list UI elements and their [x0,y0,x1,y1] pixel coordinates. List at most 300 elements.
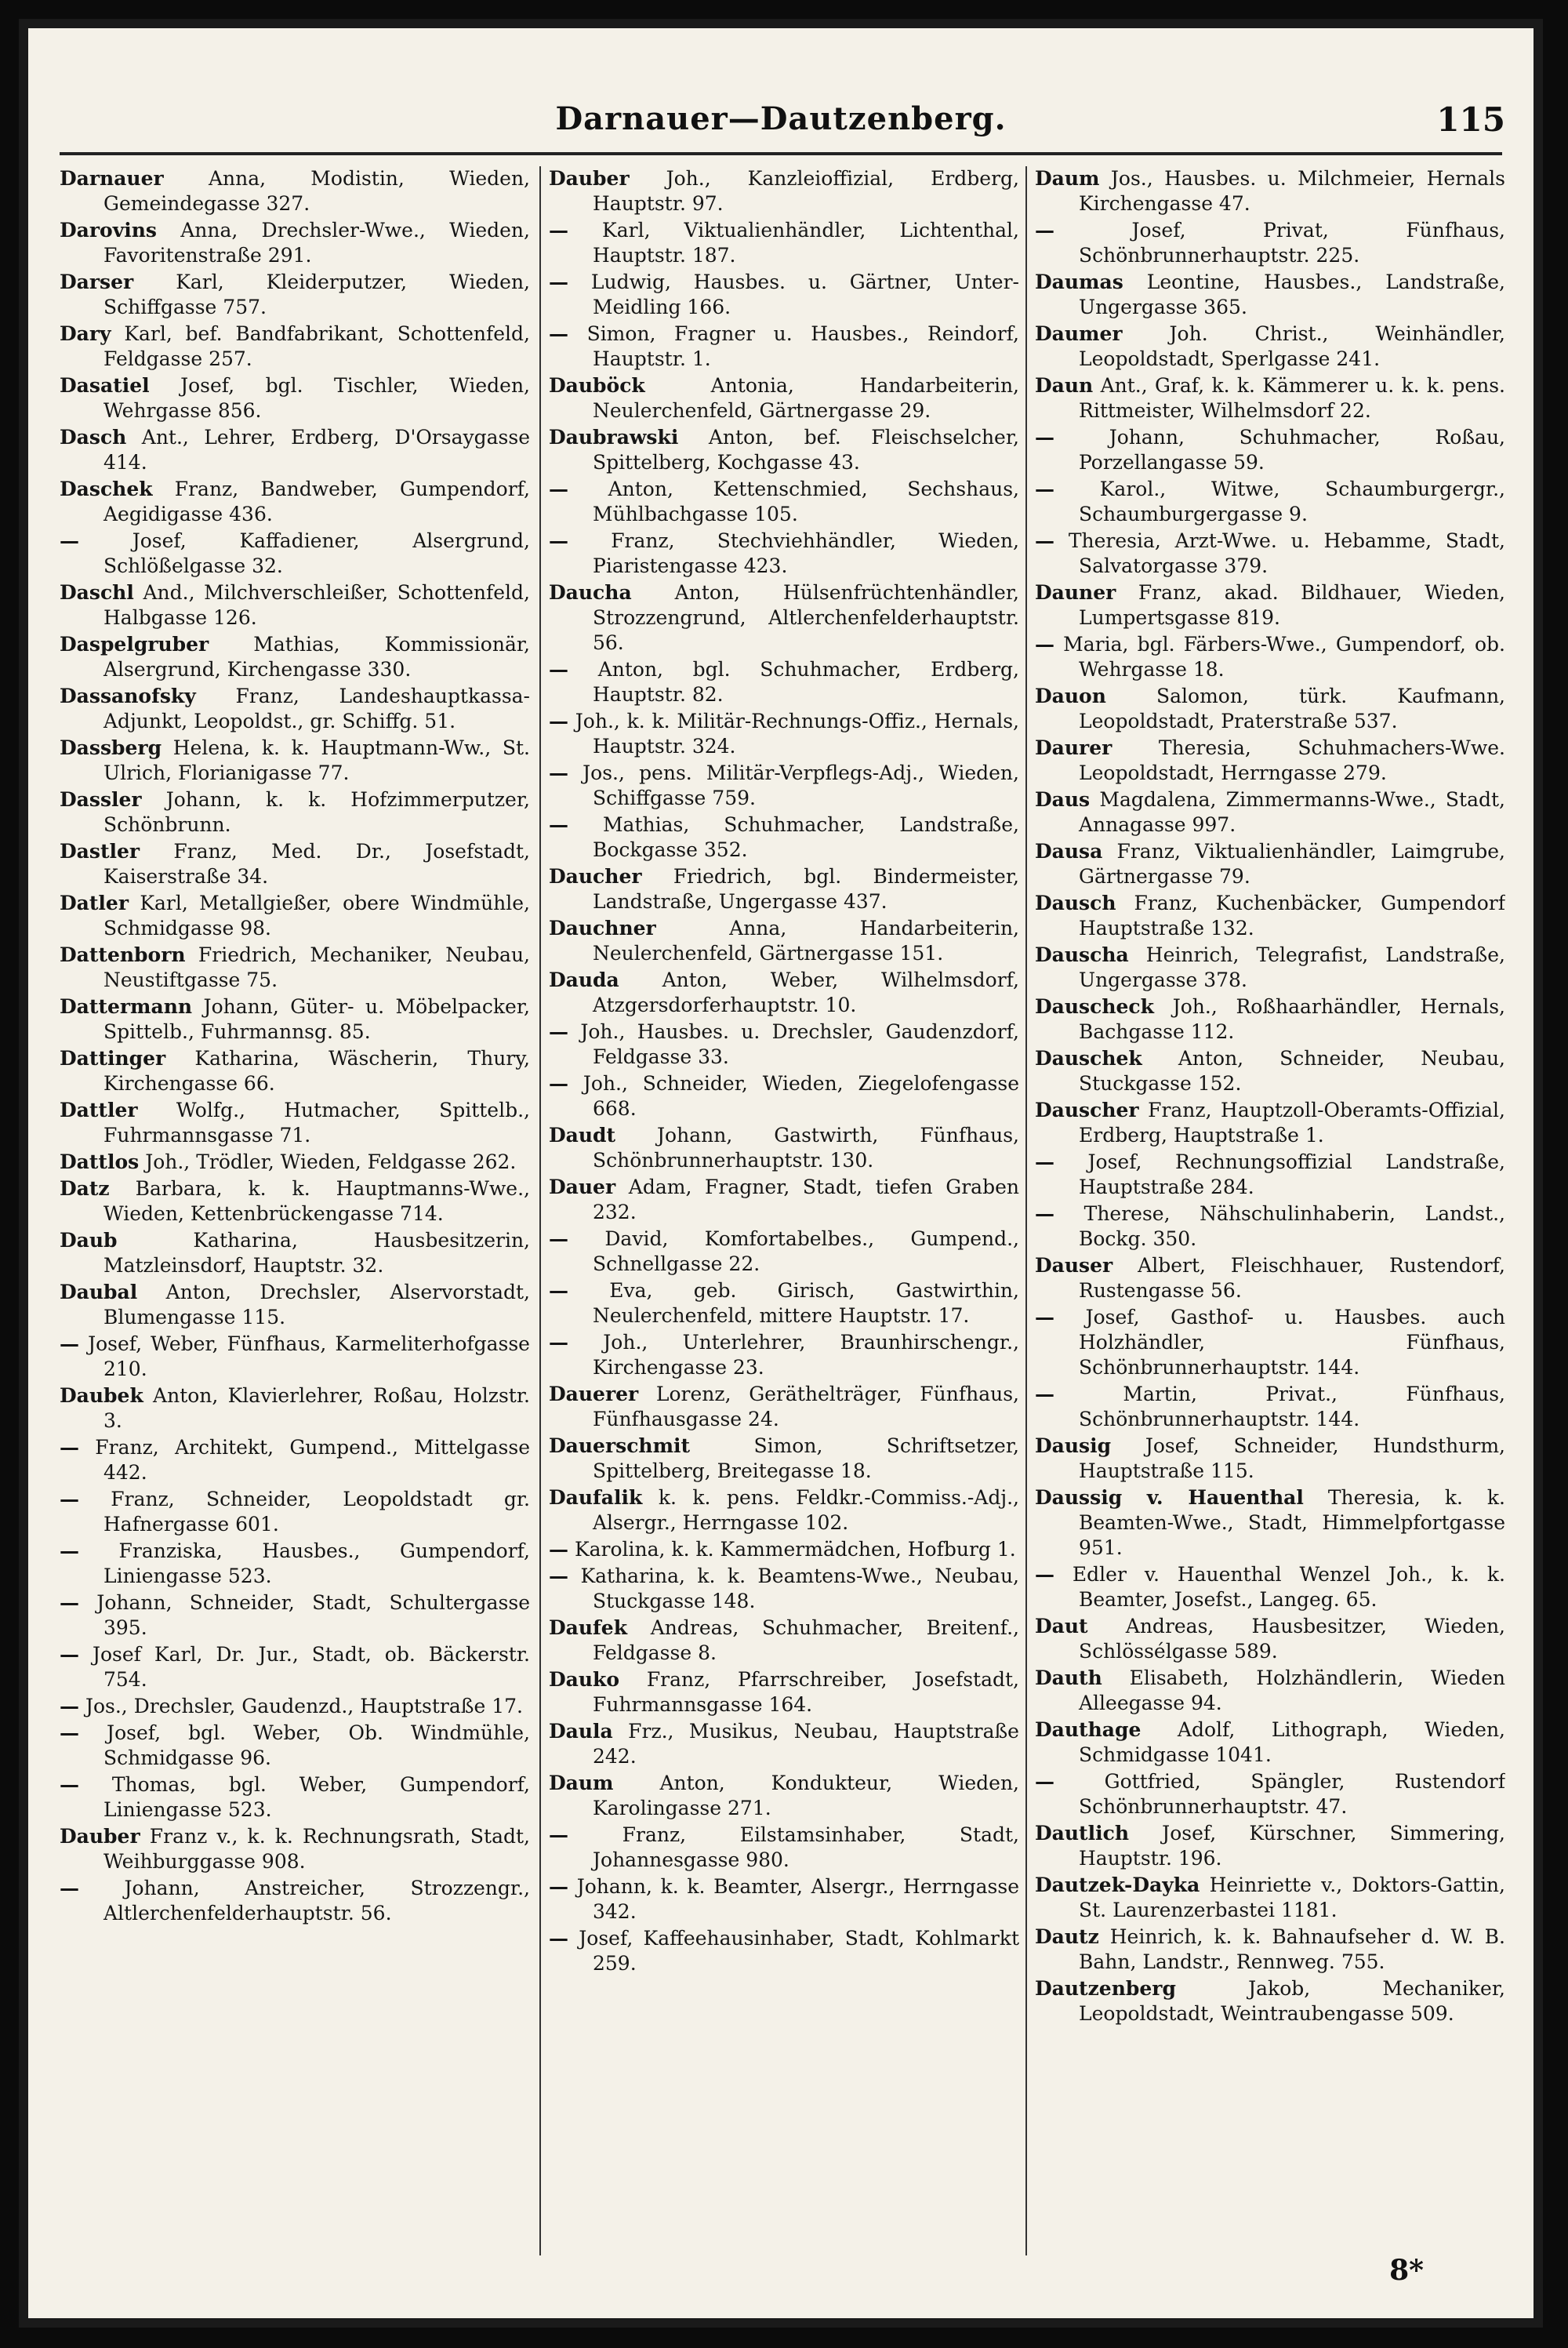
directory-entry [1035,1434,1505,1484]
directory-entry [1035,1925,1505,1975]
entry-details: Joh. Christ., Weinhändler, Leopoldstadt, Sperlgasse 241. [1079,322,1505,370]
directory-entry [1035,1305,1505,1380]
entry-surname: — [549,1823,568,1846]
entry-details: Leontine, Hausbes., Landstraße, Ungergasse 365. [1079,271,1505,318]
entry-surname: — [1035,1306,1054,1328]
directory-entry [549,1771,1019,1821]
entry-details: Josef, Kürschner, Simmering, Hauptstr. 196. [1079,1822,1505,1870]
entry-details: Eva, geb. Girisch, Gastwirthin, Neulerchenfeld, mittere Hauptstr. 17. [593,1279,1019,1327]
directory-entry [1035,1821,1505,1871]
directory-entry [549,812,1019,863]
entry-details: Franz v., k. k. Rechnungsrath, Stadt, Weihburggasse 908. [103,1825,530,1873]
directory-entry [1035,1098,1505,1148]
entry-surname: — [549,1565,568,1587]
directory-entry [1035,1717,1505,1768]
column-2 [549,166,1019,2271]
directory-entry [1035,166,1505,216]
entry-details: Franz, akad. Bildhauer, Wieden, Lumpertsgasse 819. [1079,581,1505,629]
entry-surname: Dauscha [1035,943,1129,966]
entry-surname: Dasatiel [60,374,150,397]
directory-entry [549,709,1019,759]
directory-entry [60,1176,530,1227]
entry-surname: — [1035,1563,1054,1586]
entry-details: Adolf, Lithograph, Wieden, Schmidgasse 1041. [1079,1718,1505,1766]
entry-details: Theresia, Schuhmachers-Wwe. Leopoldstadt, Herrngasse 279. [1079,736,1505,784]
entry-details: Joh., Hausbes. u. Drechsler, Gaudenzdorf, Feldgasse 33. [580,1020,1019,1068]
entry-surname: Daufalik [549,1486,643,1509]
entry-surname: Dauber [549,167,630,190]
entry-details: Johann, k. k. Hofzimmerputzer, Schönbrunn. [103,788,530,836]
directory-entry [1035,891,1505,941]
directory-entry [1035,1201,1505,1252]
entry-details: Jos., Hausbes. u. Milchmeier, Hernals Kirchengasse 47. [1079,167,1505,215]
entry-details: Franz, Schneider, Leopoldstadt gr. Hafnergasse 601. [103,1488,530,1536]
entry-details: Helena, k. k. Hauptmann-Ww., St. Ulrich, Florianigasse 77. [103,736,530,784]
entry-details: Theresia, k. k. Beamten-Wwe., Stadt, Himmelpfortgasse 951. [1079,1486,1505,1559]
directory-entry [549,1382,1019,1432]
entry-surname: Dausig [1035,1434,1112,1457]
entry-details: Franz, Stechviehhändler, Wieden, Piaristengasse 423. [593,529,1019,577]
directory-entry [549,761,1019,811]
entry-details: Martin, Privat., Fünfhaus, Schönbrunnerhauptstr. 144. [1079,1383,1505,1430]
entry-surname: — [60,1721,79,1744]
entry-details: And., Milchverschleißer, Schottenfeld, Halbgasse 126. [103,581,530,629]
directory-entry [60,994,530,1045]
directory-entry [1035,373,1505,423]
entry-surname: Dauerschmit [549,1434,691,1457]
entry-surname: Darser [60,271,134,293]
entry-details: Josef, bgl. Weber, Ob. Windmühle, Schmidgasse 96. [103,1721,530,1769]
directory-entry [549,1278,1019,1328]
directory-entry [1035,1253,1505,1303]
entry-surname: Dattinger [60,1047,166,1070]
entry-surname: — [60,1643,79,1666]
directory-entry [549,1330,1019,1380]
entry-details: Elisabeth, Holzhändlerin, Wieden Alleegasse 94. [1079,1666,1505,1714]
directory-entry [549,270,1019,320]
directory-entry [60,943,530,993]
entry-surname: — [549,761,568,784]
entry-details: Adam, Fragner, Stadt, tiefen Graben 232. [593,1176,1019,1223]
entry-details: Simon, Schriftsetzer, Spittelberg, Breitegasse 18. [593,1434,1019,1482]
entry-details: Mathias, Schuhmacher, Landstraße, Bockgasse 352. [593,813,1019,861]
directory-entry [60,477,530,527]
entry-details: Jakob, Mechaniker, Leopoldstadt, Weintraubengasse 509. [1079,1977,1505,2025]
entry-details: Franz, Viktualienhändler, Laimgrube, Gärtnergasse 79. [1079,840,1505,888]
directory-entry [1035,529,1505,579]
entry-surname: Datz [60,1177,110,1200]
entry-details: Ant., Lehrer, Erdberg, D'Orsaygasse 414. [103,426,530,474]
entry-details: Friedrich, Mechaniker, Neubau, Neustiftgasse 75. [103,943,530,991]
entry-details: Katharina, Wäscherin, Thury, Kirchengasse 66. [103,1047,530,1095]
entry-details: Anton, Hülsenfrüchtenhändler, Strozzengrund, Altlerchenfelderhauptstr. 56. [593,581,1019,654]
directory-entry [549,1123,1019,1173]
entry-surname: Dastler [60,840,140,863]
entry-surname: — [549,813,568,836]
entry-details: Franz, Hauptzoll-Oberamts-Offizial, Erdberg, Hauptstraße 1. [1079,1099,1505,1147]
entry-details: Anton, bgl. Schuhmacher, Erdberg, Hauptstr. 82. [593,658,1019,706]
entry-surname: — [549,1227,568,1250]
entry-details: Anton, Weber, Wilhelmsdorf, Atzgersdorferhauptstr. 10. [593,969,1019,1016]
entry-surname: Dauber [60,1825,140,1848]
entry-surname: — [60,1332,79,1355]
directory-entry [60,580,530,631]
directory-entry [60,1280,530,1330]
directory-entry [549,1823,1019,1873]
entry-details: Joh., Unterlehrer, Braunhirschengr., Kirchengasse 23. [593,1331,1019,1379]
entry-surname: — [1035,219,1054,242]
directory-entry [1035,425,1505,475]
directory-entry [549,864,1019,914]
entry-surname: — [1035,426,1054,449]
directory-entry [1035,736,1505,786]
entry-surname: Dattenborn [60,943,186,966]
entry-details: Franz, Pfarrschreiber, Josefstadt, Fuhrmannsgasse 164. [593,1668,1019,1716]
entry-details: Ant., Graf, k. k. Kämmerer u. k. k. pens. Rittmeister, Wilhelmsdorf 22. [1079,374,1505,422]
entry-details: Lorenz, Geräthelträger, Fünfhaus, Fünfhausgasse 24. [593,1383,1019,1430]
entry-details: Johann, Gastwirth, Fünfhaus, Schönbrunnerhauptstr. 130. [593,1124,1019,1172]
entry-surname: Dautzenberg [1035,1977,1176,2000]
entry-surname: Daut [1035,1615,1088,1637]
entry-details: Josef, Kaffeehausinhaber, Stadt, Kohlmarkt 259. [579,1927,1019,1975]
directory-entry [60,787,530,838]
entry-surname: Daufek [549,1616,628,1639]
entry-surname: — [60,1877,79,1899]
entry-surname: Dauko [549,1668,620,1691]
entry-surname: Daubal [60,1281,138,1303]
directory-entry [549,916,1019,966]
entry-details: Mathias, Kommissionär, Alsergrund, Kirchengasse 330. [103,633,530,681]
entry-details: Anton, Klavierlehrer, Roßau, Holzstr. 3. [103,1384,530,1432]
entry-details: Heinriette v., Doktors-Gattin, St. Laurenzerbastei 1181. [1079,1874,1505,1921]
entry-surname: Daubrawski [549,426,679,449]
directory-entry [60,1228,530,1278]
entry-details: Salomon, türk. Kaufmann, Leopoldstadt, Praterstraße 537. [1079,685,1505,732]
entry-surname: — [60,1591,79,1614]
directory-entry [60,218,530,268]
entry-surname: Daussig v. Hauenthal [1035,1486,1304,1509]
entry-details: Karl, Kleiderputzer, Wieden, Schiffgasse 757. [103,271,530,318]
directory-entry [1035,787,1505,838]
column-1 [60,166,530,2271]
entry-details: Joh., Schneider, Wieden, Ziegelofengasse 668. [583,1072,1019,1120]
entry-surname: Dauon [1035,685,1106,707]
directory-entry [549,425,1019,475]
entry-details: Magdalena, Zimmermanns-Wwe., Stadt, Annagasse 997. [1079,788,1505,836]
entry-details: Edler v. Hauenthal Wenzel Joh., k. k. Beamter, Josefst., Langeg. 65. [1072,1563,1505,1611]
entry-details: Josef, Gasthof- u. Hausbes. auch Holzhändler, Fünfhaus, Schönbrunnerhauptstr. 144. [1079,1306,1505,1379]
entry-details: Josef, Rechnungsoffizial Landstraße, Hauptstraße 284. [1079,1150,1505,1198]
entry-surname: Dary [60,322,111,345]
directory-entry [60,322,530,372]
entry-surname: — [549,1279,568,1302]
entry-surname: Daschl [60,581,134,604]
directory-entry [1035,994,1505,1045]
entry-surname: — [1035,1150,1054,1173]
directory-entry [1035,1046,1505,1096]
entry-surname: — [549,1331,568,1354]
entry-details: Theresia, Arzt-Wwe. u. Hebamme, Stadt, Salvatorgasse 379. [1068,529,1505,577]
entry-surname: Dauner [1035,581,1116,604]
entry-surname: Dassler [60,788,142,811]
directory-page [28,28,1534,2318]
entry-surname: — [60,1488,79,1510]
directory-entry [1035,943,1505,993]
entry-details: Heinrich, Telegrafist, Landstraße, Ungergasse 378. [1079,943,1505,991]
directory-entry [60,1642,530,1692]
entry-details: Karl, Metallgießer, obere Windmühle, Schmidgasse 98. [103,892,530,940]
entry-surname: Dauscheck [1035,995,1154,1018]
directory-entry [1035,1614,1505,1664]
entry-details: Franz, Eilstamsinhaber, Stadt, Johannesgasse 980. [593,1823,1019,1871]
entry-surname: Daucher [549,865,642,888]
entry-details: Johann, Anstreicher, Strozzengr., Altlerchenfelderhauptstr. 56. [103,1877,530,1925]
directory-entry [549,1175,1019,1225]
directory-entry [60,270,530,320]
directory-entry [1035,1150,1505,1200]
entry-surname: — [1035,633,1054,656]
directory-entry [60,1539,530,1589]
entry-details: Jos., Drechsler, Gaudenzd., Hauptstraße 17. [85,1695,523,1717]
entry-surname: Dauscher [1035,1099,1139,1121]
directory-entry [1035,1873,1505,1923]
entry-surname: Daubek [60,1384,143,1407]
directory-entry [549,1874,1019,1925]
running-head: Darnauer—Dautzenberg. [555,100,1007,137]
directory-entry [1035,1485,1505,1561]
entry-surname: Daub [60,1229,118,1252]
entry-surname: Dassanofsky [60,685,196,707]
entry-details: Therese, Nähschulinhaberin, Landst., Bockg. 350. [1079,1202,1505,1250]
entry-details: Gottfried, Spängler, Rustendorf Schönbrunnerhauptstr. 47. [1079,1770,1505,1818]
entry-surname: — [549,1538,568,1561]
entry-surname: — [549,1020,568,1043]
entry-surname: Dauböck [549,374,645,397]
entry-details: Anton, bef. Fleischselcher, Spittelberg, Kochgasse 43. [593,426,1019,474]
entry-surname: Dauser [1035,1254,1113,1277]
entry-details: Friedrich, bgl. Bindermeister, Landstraße, Ungergasse 437. [593,865,1019,913]
directory-entry [60,1694,530,1719]
entry-surname: — [549,1875,568,1898]
entry-details: Barbara, k. k. Hauptmanns-Wwe., Wieden, Kettenbrückengasse 714. [103,1177,530,1225]
entry-details: Karl, bef. Bandfabrikant, Schottenfeld, Feldgasse 257. [103,322,530,370]
entry-details: Franziska, Hausbes., Gumpendorf, Liniengasse 523. [103,1539,530,1587]
directory-entry [1035,1976,1505,2026]
entry-details: Anton, Schneider, Neubau, Stuckgasse 152. [1079,1047,1505,1095]
directory-entry [549,529,1019,579]
printer-signature: 8* [1389,2254,1424,2287]
directory-entry [60,1590,530,1641]
directory-entry [60,1721,530,1771]
entry-details: Frz., Musikus, Neubau, Hauptstraße 242. [593,1720,1019,1768]
column-divider [1025,166,1027,2255]
entry-details: Maria, bgl. Färbers-Wwe., Gumpendorf, ob. Wehrgasse 18. [1063,633,1505,681]
entry-surname: Daula [549,1720,613,1743]
entry-surname: Dauth [1035,1666,1102,1689]
entry-surname: Darovins [60,219,157,242]
directory-entry [549,1071,1019,1121]
directory-entry [1035,270,1505,320]
entry-surname: — [60,1695,79,1717]
directory-entry [1035,839,1505,889]
directory-entry [60,1876,530,1926]
entry-details: Josef, bgl. Tischler, Wieden, Wehrgasse 856. [103,374,530,422]
directory-entry [60,1435,530,1485]
entry-details: Joh., Trödler, Wieden, Feldgasse 262. [145,1150,517,1173]
entry-details: Josef, Privat, Fünfhaus, Schönbrunnerhauptstr. 225. [1079,219,1505,267]
directory-entry [60,1098,530,1148]
entry-details: Antonia, Handarbeiterin, Neulerchenfeld, Gärtnergasse 29. [593,374,1019,422]
directory-entry [1035,1382,1505,1432]
directory-entry [1035,1666,1505,1716]
entry-details: Johann, Schuhmacher, Roßau, Porzellangasse 59. [1079,426,1505,474]
directory-entry [60,1487,530,1537]
directory-entry [1035,684,1505,734]
entry-details: Andreas, Hausbesitzer, Wieden, Schlössélgasse 589. [1079,1615,1505,1663]
entry-surname: — [60,1436,79,1459]
entry-surname: — [549,658,568,681]
entry-details: Franz, Kuchenbäcker, Gumpendorf Hauptstraße 132. [1079,892,1505,940]
entry-details: Joh., Kanzleioffizial, Erdberg, Hauptstr. 97. [593,167,1019,215]
entry-surname: Dauchner [549,917,656,940]
header-rule [60,152,1502,155]
entry-details: Josef Karl, Dr. Jur., Stadt, ob. Bäckerstr. 754. [92,1643,530,1691]
directory-entry [60,1332,530,1382]
entry-details: Karl, Viktualienhändler, Lichtenthal, Hauptstr. 187. [593,219,1019,267]
directory-entry [549,322,1019,372]
entry-details: Franz, Architekt, Gumpend., Mittelgasse 442. [95,1436,530,1484]
directory-entry [1035,1769,1505,1819]
entry-details: Andreas, Schuhmacher, Breitenf., Feldgasse 8. [593,1616,1019,1664]
entry-details: Franz, Bandweber, Gumpendorf, Aegidigasse 436. [103,478,530,525]
entry-details: Franz, Landeshauptkassa-Adjunkt, Leopoldst., gr. Schiffg. 51. [103,685,530,732]
entry-details: David, Komfortabelbes., Gumpend., Schnellgasse 22. [593,1227,1019,1275]
entry-details: Anna, Drechsler-Wwe., Wieden, Favoritenstraße 291. [103,219,530,267]
entry-surname: — [549,271,568,293]
directory-entry [60,1150,530,1175]
entry-surname: Daspelgruber [60,633,209,656]
entry-surname: Dauda [549,969,619,991]
entry-surname: Dauerer [549,1383,639,1405]
entry-surname: Daun [1035,374,1094,397]
entry-surname: Daschek [60,478,153,500]
directory-entry [549,580,1019,656]
directory-entry [549,1434,1019,1484]
entry-details: k. k. pens. Feldkr.-Commiss.-Adj., Alsergr., Herrngasse 102. [593,1486,1019,1534]
entry-details: Anna, Handarbeiterin, Neulerchenfeld, Gärtnergasse 151. [593,917,1019,965]
directory-entry [549,166,1019,216]
directory-entry [549,1719,1019,1769]
entry-details: Anton, Kondukteur, Wieden, Karolingasse 271. [593,1772,1019,1819]
directory-entry [549,1926,1019,1976]
entry-surname: Dautlich [1035,1822,1129,1845]
entry-details: Franz, Med. Dr., Josefstadt, Kaiserstraße 34. [103,840,530,888]
entry-details: Josef, Kaffadiener, Alsergrund, Schlößelgasse 32. [103,529,530,577]
entry-details: Joh., k. k. Militär-Rechnungs-Offiz., Hernals, Hauptstr. 324. [575,710,1019,758]
entry-details: Anna, Modistin, Wieden, Gemeindegasse 327. [103,167,530,215]
entry-details: Johann, Schneider, Stadt, Schultergasse 395. [96,1591,530,1639]
directory-entry [60,1046,530,1096]
directory-entry [60,166,530,216]
entry-details: Katharina, Hausbesitzerin, Matzleinsdorf, Hauptstr. 32. [103,1229,530,1277]
directory-entry [549,373,1019,423]
entry-surname: Daum [1035,167,1100,190]
directory-entry [549,1667,1019,1717]
entry-details: Anton, Drechsler, Alservorstadt, Blumengasse 115. [103,1281,530,1328]
entry-details: Josef, Weber, Fünfhaus, Karmeliterhofgasse 210. [88,1332,530,1380]
entry-surname: Dautz [1035,1925,1099,1948]
entry-surname: Daum [549,1772,614,1794]
entry-surname: Datler [60,892,129,914]
column-3 [1035,166,1505,2271]
directory-entry [549,968,1019,1018]
directory-entry [60,632,530,682]
entry-surname: — [549,710,568,732]
entry-surname: Dasch [60,426,127,449]
entry-surname: Daurer [1035,736,1112,759]
entry-surname: — [549,1072,568,1095]
entry-details: Katharina, k. k. Beamtens-Wwe., Neubau, Stuckgasse 148. [580,1565,1019,1612]
entry-surname: Dausch [1035,892,1116,914]
page-number: 115 [1436,100,1505,139]
entry-details: Thomas, bgl. Weber, Gumpendorf, Liniengasse 523. [103,1773,530,1821]
entry-surname: Dattermann [60,995,193,1018]
entry-surname: Daus [1035,788,1091,811]
directory-entry [60,1772,530,1823]
entry-surname: — [549,322,568,345]
entry-surname: — [1035,1202,1054,1225]
entry-surname: — [549,1927,568,1950]
entry-surname: Dassberg [60,736,162,759]
entry-surname: Dattlos [60,1150,140,1173]
entry-details: Johann, Güter- u. Möbelpacker, Spittelb., Fuhrmannsg. 85. [103,995,530,1043]
entry-surname: Darnauer [60,167,164,190]
entry-details: Albert, Fleischhauer, Rustendorf, Rustengasse 56. [1079,1254,1505,1302]
directory-entry [60,425,530,475]
entry-surname: — [549,529,568,552]
directory-entry [60,529,530,579]
directory-entry [60,736,530,786]
directory-entry [60,1824,530,1874]
entry-details: Johann, k. k. Beamter, Alsergr., Herrngasse 342. [576,1875,1019,1923]
directory-entry [1035,218,1505,268]
entry-surname: — [1035,478,1054,500]
entry-surname: Dauthage [1035,1718,1142,1741]
entry-surname: Daucha [549,581,632,604]
entry-surname: — [549,478,568,500]
directory-entry [549,657,1019,707]
entry-surname: — [549,219,568,242]
entry-surname: — [1035,529,1054,552]
directory-entry [549,1537,1019,1562]
entry-details: Josef, Schneider, Hundsthurm, Hauptstraße 115. [1079,1434,1505,1482]
directory-entry [549,1020,1019,1070]
entry-details: Joh., Roßhaarhändler, Hernals, Bachgasse 112. [1079,995,1505,1043]
entry-details: Wolfg., Hutmacher, Spittelb., Fuhrmannsgasse 71. [103,1099,530,1147]
directory-entry [1035,580,1505,631]
directory-entry [549,477,1019,527]
directory-entry [60,373,530,423]
entry-surname: — [60,1773,79,1796]
directory-entry [1035,1562,1505,1612]
entry-surname: Dauer [549,1176,616,1198]
entry-details: Ludwig, Hausbes. u. Gärtner, Unter-Meidling 166. [590,271,1019,318]
entry-surname: — [60,1539,79,1562]
entry-surname: — [1035,1770,1054,1793]
entry-surname: Dausa [1035,840,1103,863]
directory-entry [60,1383,530,1434]
entry-details: Heinrich, k. k. Bahnaufseher d. W. B. Bahn, Landstr., Rennweg. 755. [1079,1925,1505,1973]
